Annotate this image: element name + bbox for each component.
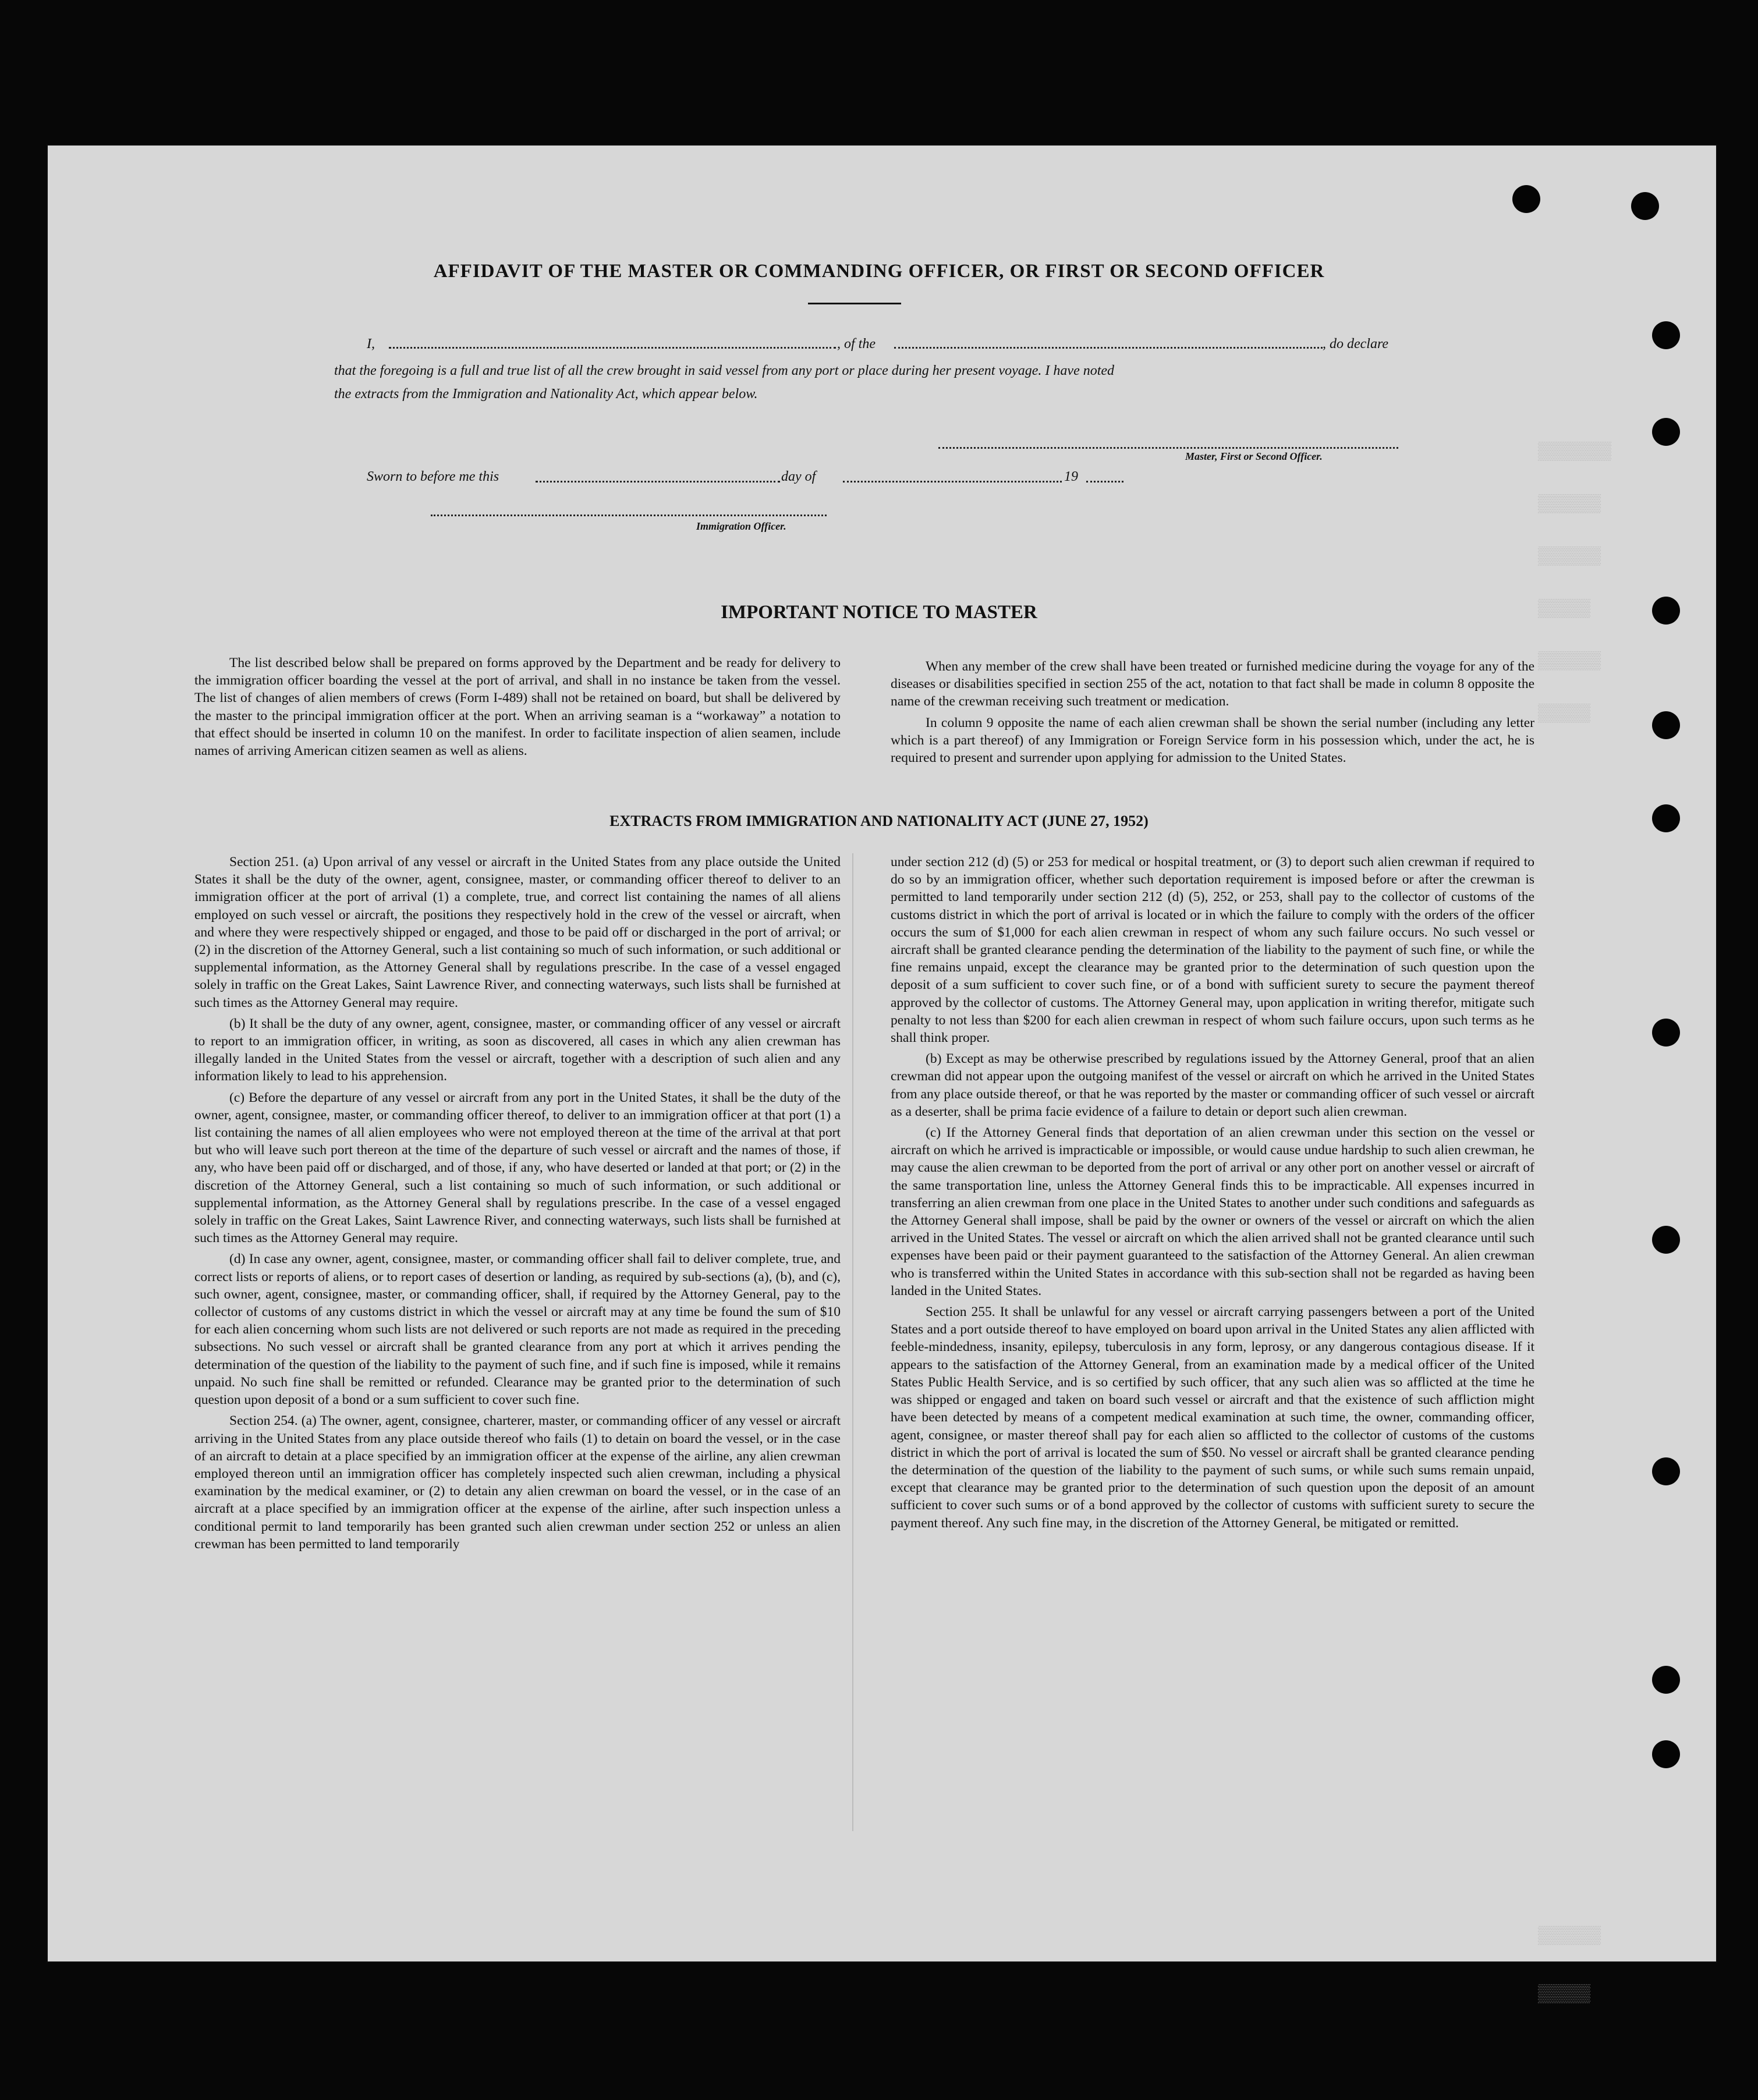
notice-left-column <box>194 654 841 763</box>
punch-hole <box>1652 321 1680 349</box>
affidavit-title: AFFIDAVIT OF THE MASTER OR COMMANDING OFFICER, OR FIRST OR SECOND OFFICER <box>433 261 1325 282</box>
punch-hole <box>1652 1740 1680 1768</box>
bleed-through-text: ▒▒▒▒▒ <box>1538 704 1591 724</box>
section-254-a-continued: under section 212 (d) (5) or 253 for medical or hospital treatment, or (3) to deport such alien crewman if required to do so by an immigration officer, whether such deportation requirement is imposed before or after the crewman is permitted to land temporarily under section 212 (d) (5), 252, or 253, shall pay to the collector of customs of the customs district in which the port of arrival is located or in which the failure to comply with the orders of the officer occurs the sum of $1,000 for each alien crewman in respect of whom any such failure occurs. No such vessel or aircraft shall be granted clearance pending the determination of the liability to the payment of such fine, or while the fine remains unpaid, except the clearance may be granted prior to the determination of such question upon the deposit of a sum sufficient to cover such fine, or of a bond with sufficient surety to secure the payment thereof approved by the collector of customs. The Attorney General may, upon application in writing therefor, mitigate such penalty to not less than $200 for each alien crewman in respect of whom such failure occurs, upon such terms as he shall think proper. <box>891 854 1534 1046</box>
master-signature-caption: Master, First or Second Officer. <box>1185 450 1323 462</box>
bleed-through-text: ▒▒▒▒▒ <box>1538 1985 1591 2005</box>
punch-hole <box>1512 185 1540 213</box>
punch-hole <box>1652 418 1680 446</box>
notice-paragraph: In column 9 opposite the name of each alien crewman shall be shown the serial number (including any letter which is a part thereof) of any Immigration or Foreign Service form in his possession which, under the act, he is required to present and surrender upon applying for admission to the United States. <box>891 715 1534 766</box>
affidavit-statement-line: that the foregoing is a full and true list of all the crew brought in said vessel from any port or place during her present voyage. I have noted <box>334 363 1115 378</box>
affidavit-statement-line: the extracts from the Immigration and Nationality Act, which appear below. <box>334 386 758 402</box>
master-name-line[interactable] <box>389 347 836 349</box>
title-underline <box>808 303 901 304</box>
section-251-d: (d) In case any owner, agent, consignee, master, or commanding officer shall fail to deliver complete, true, and correct lists or reports of aliens, or to report cases of desertion or landing, as required by sub-sections (a), (b), and (c), such owner, agent, consignee, master, or commanding officer, shall, if required by the Attorney General, pay to the collector of customs of any customs district in which the vessel or aircraft may at any time be found the sum of $10 for each alien concerning whom such lists are not delivered or such reports are not made as required in the preceding subsections. No such vessel or aircraft shall be granted clearance from any port at which it arrives pending the determination of the question of the liability to the payment of such fine, and if such fine is imposed, while it remains unpaid. No such fine shall be remitted or refunded. Clearance may be granted prior to the determination of such question upon deposit of a bond or a sum sufficient to cover such fine. <box>194 1251 841 1408</box>
bleed-through-text: ▒▒▒▒▒▒ <box>1538 547 1601 567</box>
bleed-through-text: ▒▒▒▒▒▒ <box>1538 652 1601 672</box>
column-divider <box>852 853 853 1831</box>
sworn-label: Sworn to before me this <box>367 469 499 484</box>
year-label: 19 <box>1064 469 1078 484</box>
bleed-through-text: ▒▒▒▒▒ <box>1538 600 1591 619</box>
section-251-c: (c) Before the departure of any vessel or aircraft from any port in the United States, it shall be the duty of the owner, agent, consignee, master, or commanding officer thereof, to deliver to an immigration officer at that port (1) a list containing the names of all alien employees who were not employed thereon at the time of the arrival at that port but who will leave such port thereon at the time of the departure of such vessel or aircraft and the names of those, if any, who have been paid off or discharged, and of those, if any, who have deserted or landed at that port; or (2) in the discretion of the Attorney General, such a list containing so much of such information, or such additional or supplemental information, as the Attorney General shall by regulations prescribe. In the case of a vessel engaged solely in traffic on the Great Lakes, Saint Lawrence River, and connecting waterways, such lists shall be furnished at such times as the Attorney General may require. <box>194 1090 841 1246</box>
extracts-left-column <box>194 853 841 1556</box>
bleed-through-text: ▒▒▒▒▒▒ <box>1538 495 1601 515</box>
notice-title: IMPORTANT NOTICE TO MASTER <box>721 602 1037 623</box>
immigration-officer-caption: Immigration Officer. <box>696 520 786 532</box>
day-of-label: day of <box>781 469 816 484</box>
notice-paragraph: When any member of the crew shall have been treated or furnished medicine during the voyage for any of the diseases or disabilities specified in section 255 of the act, notation to that fact shall be made in column 8 opposite the name of the crewman receiving such treatment or medication. <box>891 659 1534 710</box>
punch-hole <box>1652 1666 1680 1694</box>
sworn-year-line[interactable] <box>1086 481 1123 483</box>
affidavit-of-the-label: , of the <box>837 336 876 352</box>
notice-paragraph: The list described below shall be prepared on forms approved by the Department and be ready for delivery to the immigration officer boarding the vessel at the port of arrival, and shall in no instance be taken from the vessel. The list of changes of alien members of crews (Form I-489) shall not be retained on board, but shall be delivered by the master to the principal immigration officer at the port. When an arriving seaman is a “workaway” a notation to that effect should be inserted in column 10 on the manifest. In order to facilitate inspection of alien seamen, include names of arriving American citizen seamen as well as aliens. <box>194 655 841 759</box>
section-251-a: Section 251. (a) Upon arrival of any vessel or aircraft in the United States from any place outside the United States it shall be the duty of the owner, agent, consignee, master, or commanding officer thereof to deliver to an immigration officer at the port of arrival (1) a complete, true, and correct list containing the names of all aliens employed on such vessel or aircraft, the positions they respectively hold in the crew of the vessel or aircraft, when and where they were respectively shipped or engaged, and those to be paid off or discharged in the port of arrival; or (2) in the discretion of the Attorney General, such a list containing so much of such information, or such additional or supplemental information, as the Attorney General shall by regulations prescribe. In the case of a vessel engaged solely in traffic on the Great Lakes, Saint Lawrence River, and connecting waterways, such lists shall be furnished at such times as the Attorney General may require. <box>194 854 841 1010</box>
vessel-name-line[interactable] <box>894 347 1323 349</box>
affidavit-i-label: I, <box>367 336 375 352</box>
bleed-through-text: ▒▒▒▒▒▒▒ <box>1538 442 1612 462</box>
section-254-a: Section 254. (a) The owner, agent, consignee, charterer, master, or commanding officer of any vessel or aircraft arriving in the United States from any place outside thereof who fails (1) to detain on board the vessel, or in the case of an aircraft to detain at a place specified by an immigration officer at the expense of the airline, any alien crewman employed thereon until an immigration officer has completely inspected such alien crewman, including a physical examination by the medical examiner, or (2) to detain any alien crewman on board the vessel, or in the case of an aircraft at a place specified by an immigration officer at the expense of the airline, after such inspection unless a conditional permit to land temporarily has been granted such alien crewman under section 252 or unless an alien crewman has been permitted to land temporarily <box>194 1413 841 1552</box>
punch-hole <box>1652 1226 1680 1254</box>
immigration-officer-signature-line[interactable] <box>431 515 827 516</box>
notice-right-column <box>891 658 1534 770</box>
sworn-day-line[interactable] <box>536 481 780 483</box>
extracts-title: EXTRACTS FROM IMMIGRATION AND NATIONALITY ACT (JUNE 27, 1952) <box>609 813 1149 829</box>
punch-hole <box>1631 192 1659 220</box>
affidavit-declare-label: , do declare <box>1323 336 1389 352</box>
master-signature-line[interactable] <box>938 447 1398 449</box>
sworn-month-line[interactable] <box>843 481 1062 483</box>
punch-hole <box>1652 1457 1680 1485</box>
bleed-through-text: ▒▒▒▒▒▒ <box>1538 1927 1601 1946</box>
section-255: Section 255. It shall be unlawful for any vessel or aircraft carrying passengers between a port of the United States and a port outside thereof to have employed on board upon arrival in the United States any alien afflicted with feeble-mindedness, insanity, epilepsy, tuberculosis in any form, leprosy, or any dangerous contagious disease. If it appears to the satisfaction of the Attorney General, from an examination made by a medical officer of the United States Public Health Service, and is so certified by such officer, that any such alien was so afflicted at the time he was shipped or engaged and taken on board such vessel or aircraft and that the existence of such affliction might have been detected by means of a competent medical examination at such time, the owner, commanding officer, agent, consignee, or master thereof shall pay for each alien so afflicted to the collector of customs of the customs district in which the port of arrival is located the sum of $50. No vessel or aircraft shall be granted clearance pending the determination of the question of the liability to the payment of such sums, or while such sums remain unpaid, except that clearance may be granted prior to the determination of such question upon the deposit of an amount sufficient to cover such sums or of a bond approved by the collector of customs with sufficient surety to secure the payment thereof. Any such fine may, in the discretion of the Attorney General, be mitigated or remitted. <box>891 1304 1534 1531</box>
section-251-b: (b) It shall be the duty of any owner, agent, consignee, master, or commanding officer of any vessel or aircraft to report to an immigration officer, in writing, as soon as discovered, all cases in which any alien crewman has illegally landed in the United States from the vessel or aircraft, together with a description of such alien and any information likely to lead to his apprehension. <box>194 1016 841 1084</box>
punch-hole <box>1652 1019 1680 1047</box>
punch-hole <box>1652 711 1680 739</box>
section-254-b: (b) Except as may be otherwise prescribed by regulations issued by the Attorney General, proof that an alien crewman did not appear upon the outgoing manifest of the vessel or aircraft on which he arrived in the United States from any place outside thereof, or that he was reported by the master or commanding officer of such vessel or aircraft as a deserter, shall be prima facie evidence of a failure to detain or deport such alien crewman. <box>891 1051 1534 1119</box>
extracts-right-column <box>891 853 1534 1535</box>
section-254-c: (c) If the Attorney General finds that deportation of an alien crewman under this section on the vessel or aircraft on which he arrived is impracticable or impossible, or would cause undue hardship to such alien crewman, he may cause the alien crewman to be deported from the port of arrival or any other port on another vessel or aircraft of the same transportation line, unless the Attorney General finds this to be impracticable. All expenses incurred in transferring an alien crewman from one place in the United States to another under such conditions and safeguards as the Attorney General shall impose, shall be paid by the owner or owners of the vessel or aircraft on which the alien arrived in the United States. The vessel or aircraft on which the alien arrived shall not be granted clearance until such expenses have been paid or their payment guaranteed to the satisfaction of the Attorney General. An alien crewman who is transferred within the United States in accordance with this sub-section shall not be regarded as having been landed in the United States. <box>891 1125 1534 1299</box>
